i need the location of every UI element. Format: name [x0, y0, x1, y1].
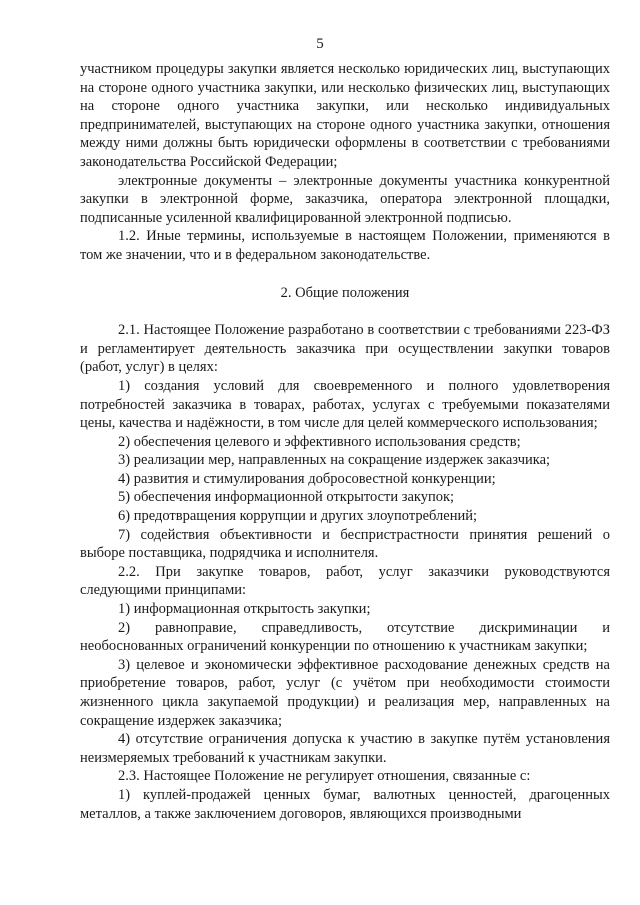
document-body	[80, 60, 610, 823]
list-item-2-2-1: 1) информационная открытость закупки;	[118, 601, 371, 618]
list-item-2-1-6: 6) предотвращения коррупции и других злоупотреблений;	[118, 508, 478, 525]
list-item-2-2-3: 3) целевое и экономически эффективное расходование денежных средств на приобретение товаров, работ, услуг (с учётом при необходимости стоимости жизненного цикла закупаемой продукции) и реализация мер, направленных на сокращение издержек заказчика;	[80, 656, 610, 729]
paragraph-1-2: 1.2. Иные термины, используемые в настоящем Положении, применяются в том же значении, что и в федеральном законодательстве.	[80, 228, 610, 263]
paragraph-2-3: 2.3. Настоящее Положение не регулирует отношения, связанные с:	[118, 768, 531, 785]
paragraph-participant-definition-continued: участником процедуры закупки является несколько юридических лиц, выступающих на стороне одного участника закупки, или несколько физических лиц, выступающих на стороне одного участника закупки, или несколько индивидуальных предпринимателей, выступающих на стороне одного участника закупки, отношения между ними должны быть юридически оформлены в соответствии с требованиями законодательства Российской Федерации;	[80, 61, 610, 170]
list-item-2-2-4: 4) отсутствие ограничения допуска к участию в закупке путём установления неизмеряемых требований к участникам закупки.	[80, 731, 610, 766]
paragraph-electronic-documents-term: электронные документы – электронные документы участника конкурентной закупки в электронной форме, заказчика, оператора электронной площадки, подписанные усиленной квалифицированной электронной подписью.	[80, 172, 610, 226]
page-number: 5	[316, 36, 324, 52]
section-heading-general-provisions: 2. Общие положения	[280, 284, 410, 301]
list-item-2-2-2: 2) равноправие, справедливость, отсутствие дискриминации и необоснованных ограничений конкуренции по отношению к участникам закупки;	[80, 619, 610, 655]
list-item-2-1-2: 2) обеспечения целевого и эффективного использования средств;	[118, 433, 521, 450]
list-item-2-1-3: 3) реализации мер, направленных на сокращение издержек заказчика;	[118, 452, 551, 469]
list-item-2-1-1: 1) создания условий для своевременного и полного удовлетворения потребностей заказчика в товарах, работах, услугах с требуемыми показателями цены, качества и надёжности, в том числе для целей коммерческого использования;	[80, 377, 610, 432]
list-item-2-1-7: 7) содействия объективности и беспристрастности принятия решений о выборе поставщика, подрядчика и исполнителя.	[80, 526, 610, 562]
list-item-2-1-4: 4) развития и стимулирования добросовестной конкуренции;	[118, 470, 496, 487]
list-item-2-3-1: 1) куплей-продажей ценных бумаг, валютных ценностей, драгоценных металлов, а также заключением договоров, являющихся производными	[80, 786, 610, 822]
paragraph-2-2: 2.2. При закупке товаров, работ, услуг заказчики руководствуются следующими принципами:	[80, 563, 610, 599]
list-item-2-1-5: 5) обеспечения информационной открытости закупок;	[118, 489, 455, 506]
paragraph-2-1: 2.1. Настоящее Положение разработано в соответствии с требованиями 223-ФЗ и регламентирует деятельность заказчика при осуществлении закупки товаров (работ, услуг) в целях:	[80, 322, 610, 376]
